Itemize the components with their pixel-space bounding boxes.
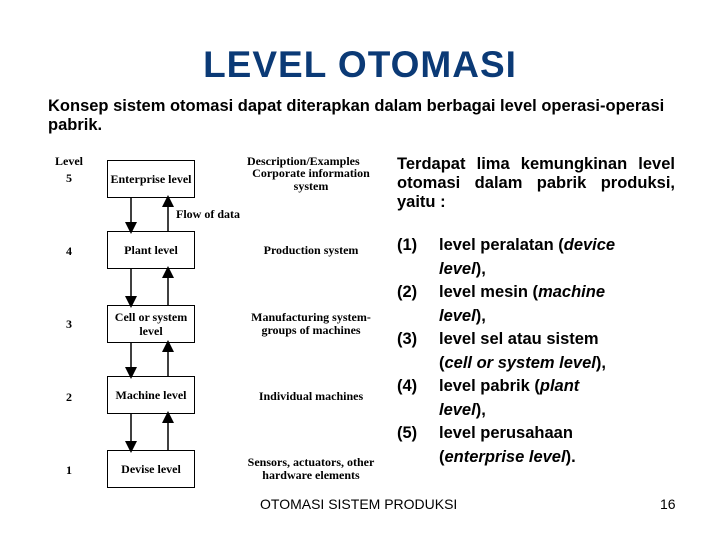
plant-level-box: Plant level: [107, 231, 195, 269]
list-item: [397, 422, 682, 469]
desc-device: Sensors, actuators, other hardware elements: [247, 455, 375, 482]
list-post: ),: [475, 306, 486, 325]
enterprise-level-box: Enterprise level: [107, 160, 195, 198]
list-post: ),: [475, 259, 486, 278]
intro-text: Konsep sistem otomasi dapat diterapkan dalam berbagai level operasi-operasi pabrik.: [48, 97, 665, 134]
list-number: (4): [397, 377, 418, 395]
level-number-2: 2: [66, 390, 72, 404]
cell-system-level-box: Cell or system level: [107, 305, 195, 343]
level-number-4: 4: [66, 244, 72, 258]
list-italic: plant: [539, 377, 580, 395]
list-italic-cont: level: [439, 400, 476, 419]
flow-of-data-label: Flow of data: [176, 207, 240, 221]
list-item: [397, 328, 682, 375]
list-item: [397, 234, 682, 281]
desc-plant: Production system: [263, 243, 359, 257]
desc-machine: Individual machines: [258, 389, 364, 403]
list-item: [397, 375, 682, 422]
list-text: level perusahaan: [439, 424, 573, 442]
level-header: Level: [55, 154, 83, 168]
footer-text: OTOMASI SISTEM PRODUKSI: [260, 496, 458, 512]
page-number: 16: [660, 496, 676, 512]
machine-level-box: Machine level: [107, 376, 195, 414]
list-number: (5): [397, 424, 418, 442]
list-text: level mesin (: [439, 283, 539, 301]
list-number: (3): [397, 330, 418, 348]
list-number: (2): [397, 283, 418, 301]
list-text: level sel atau sistem: [439, 330, 599, 348]
level-number-1: 1: [66, 463, 72, 477]
slide-title: LEVEL OTOMASI: [203, 44, 517, 85]
list-text: level peralatan (: [439, 236, 564, 254]
desc-cell-system: Manufacturing system- groups of machines: [251, 310, 371, 337]
right-intro-text: Terdapat lima kemungkinan level otomasi dalam pabrik produksi, yaitu :: [397, 155, 675, 211]
list-item: [397, 281, 682, 328]
list-post: ).: [565, 447, 576, 466]
list-cont-pre: (: [439, 447, 445, 466]
list-italic-cont: level: [439, 306, 476, 325]
level-list: [397, 234, 682, 469]
list-number: (1): [397, 236, 418, 254]
list-italic: device: [563, 236, 616, 254]
list-cont-pre: (: [439, 353, 445, 372]
list-italic-cont: level: [439, 259, 476, 278]
description-header: Description/Examples: [247, 154, 360, 168]
level-number-5: 5: [66, 171, 72, 185]
desc-enterprise: Corporate information system: [252, 166, 370, 193]
level-number-3: 3: [66, 317, 72, 331]
list-italic-cont: cell or system level: [444, 353, 596, 372]
list-text: level pabrik (: [439, 377, 540, 395]
device-level-box: Devise level: [107, 450, 195, 488]
list-italic-cont: enterprise level: [444, 447, 566, 466]
list-italic: machine: [538, 283, 606, 301]
list-post: ),: [595, 353, 606, 372]
list-post: ),: [475, 400, 486, 419]
